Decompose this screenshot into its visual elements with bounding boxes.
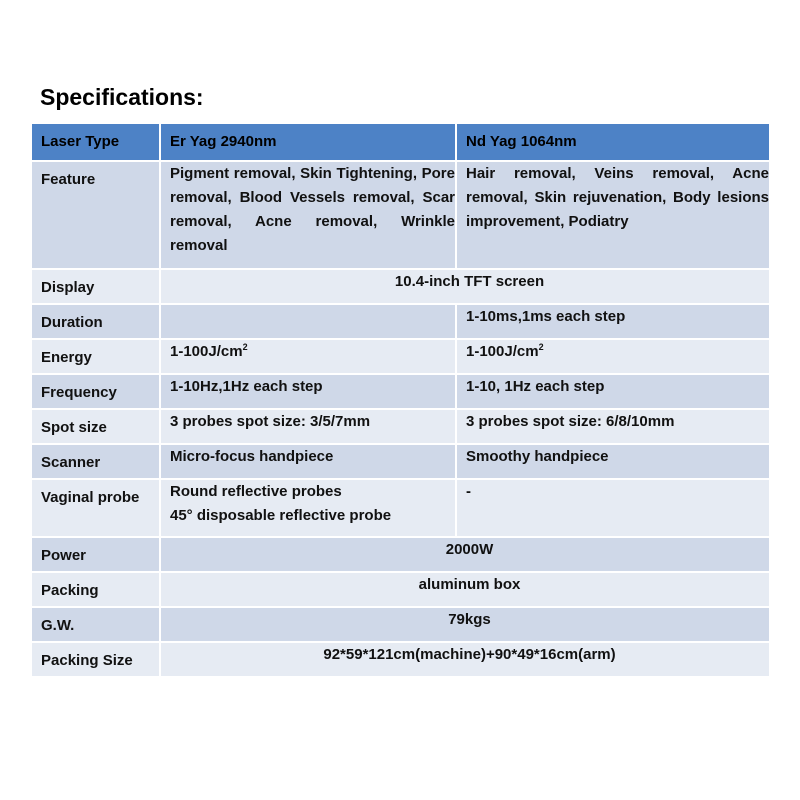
row-label: Packing Size: [31, 642, 160, 677]
energy-col1: [160, 339, 456, 374]
table-row-power: [31, 537, 770, 572]
table-row-energy: [31, 339, 770, 374]
table-row-display: [31, 269, 770, 304]
row-label: Spot size: [31, 409, 160, 444]
feature-col1: Pigment removal, Skin Tightening, Pore removal, Blood Vessels removal, Scar removal, Acne removal, Wrinkle removal: [160, 161, 456, 269]
spot-size-col2: 3 probes spot size: 6/8/10mm: [456, 409, 770, 444]
table-row-packing: [31, 572, 770, 607]
row-label: G.W.: [31, 607, 160, 642]
duration-col2: 1-10ms,1ms each step: [456, 304, 770, 339]
energy-col2-value: 1-100J/cm: [466, 343, 539, 360]
header-col2: Nd Yag 1064nm: [456, 123, 770, 161]
row-label: Scanner: [31, 444, 160, 479]
row-label: Frequency: [31, 374, 160, 409]
energy-col1-value: 1-100J/cm: [170, 343, 243, 360]
display-value: 10.4-inch TFT screen: [160, 269, 770, 304]
table-row-gw: [31, 607, 770, 642]
frequency-col1: 1-10Hz,1Hz each step: [160, 374, 456, 409]
row-label: Packing: [31, 572, 160, 607]
frequency-col2: 1-10, 1Hz each step: [456, 374, 770, 409]
row-label: Power: [31, 537, 160, 572]
row-label: Vaginal probe: [31, 479, 160, 537]
row-label: Feature: [31, 161, 160, 269]
table-row-spot-size: [31, 409, 770, 444]
header-label: Laser Type: [31, 123, 160, 161]
page-title: Specifications:: [40, 84, 204, 110]
table-row-vaginal-probe: [31, 479, 770, 537]
scanner-col2: Smoothy handpiece: [456, 444, 770, 479]
gw-value: 79kgs: [160, 607, 770, 642]
duration-col1: [160, 304, 456, 339]
scanner-col1: Micro-focus handpiece: [160, 444, 456, 479]
table-header-row: [31, 123, 770, 161]
table-row-feature: [31, 161, 770, 269]
specifications-table: [30, 122, 771, 678]
table-row-duration: [31, 304, 770, 339]
header-col1: Er Yag 2940nm: [160, 123, 456, 161]
table-row-packing-size: [31, 642, 770, 677]
spot-size-col1: 3 probes spot size: 3/5/7mm: [160, 409, 456, 444]
feature-col2: Hair removal, Veins removal, Acne removal, Skin rejuvenation, Body lesions improvement, Podiatry: [456, 161, 770, 269]
row-label: Energy: [31, 339, 160, 374]
row-label: Display: [31, 269, 160, 304]
power-value: 2000W: [160, 537, 770, 572]
vaginal-probe-line-1: Round reflective probes: [170, 483, 342, 500]
row-label: Duration: [31, 304, 160, 339]
table-row-frequency: [31, 374, 770, 409]
energy-col1-exponent: 2: [242, 342, 248, 352]
energy-col2: [456, 339, 770, 374]
energy-col2-exponent: 2: [538, 342, 544, 352]
vaginal-probe-col2: -: [456, 479, 770, 537]
packing-value: aluminum box: [160, 572, 770, 607]
vaginal-probe-col1: [160, 479, 456, 537]
packing-size-value: 92*59*121cm(machine)+90*49*16cm(arm): [160, 642, 770, 677]
table-row-scanner: [31, 444, 770, 479]
vaginal-probe-line-2: 45° disposable reflective probe: [170, 507, 392, 524]
